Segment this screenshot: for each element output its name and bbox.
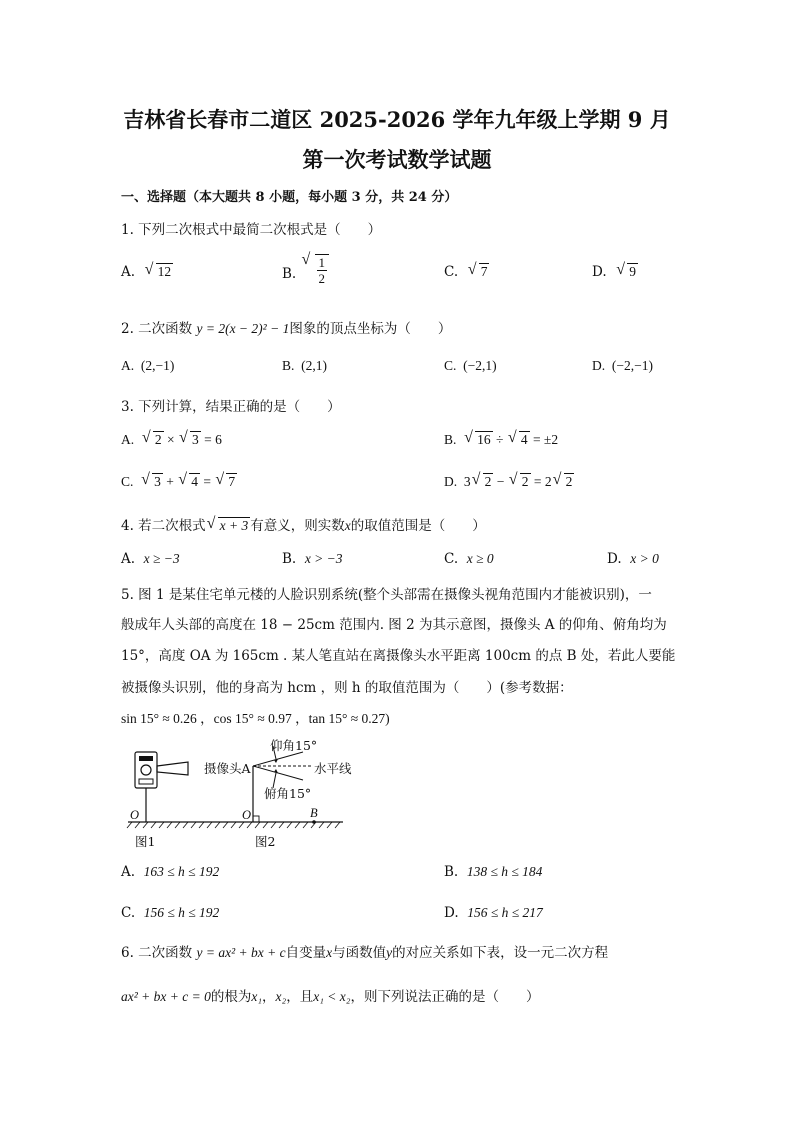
camera-device-top <box>139 756 153 761</box>
question-6-line2: ax² + bx + c = 0的根为x₁，x₂，且x₁ < x₂，则下列说法正确的是（ ） <box>121 989 540 1005</box>
label-O-fig1: O <box>130 808 140 822</box>
label-camera-A: 摄像头A <box>204 761 251 776</box>
q5-option-d: D. 156 ≤ h ≤ 217 <box>444 905 543 921</box>
label-horizontal: 水平线 <box>314 761 352 776</box>
q1-option-d: D. √ 9 <box>592 264 638 280</box>
question-5-line4: 被摄像头识别，他的身高为 hcm ，则 h 的取值范围为（ ）(参考数据： <box>121 680 573 696</box>
q5-option-c: C. 156 ≤ h ≤ 192 <box>121 905 220 921</box>
q1-option-a: A. √ 12 <box>121 264 173 280</box>
q2-option-a: A. (2,−1) <box>121 358 175 373</box>
q4-option-d: D. x > 0 <box>607 551 659 567</box>
q2-option-b: B. (2,1) <box>282 358 328 373</box>
q4-option-a: A. x ≥ −3 <box>121 551 180 567</box>
label-B: B <box>310 806 318 820</box>
question-1-stem: 1. 下列二次根式中最简二次根式是（ ） <box>121 222 382 238</box>
question-5-line3: 15°，高度 OA 为 165cm . 某人笔直站在离摄像头水平距离 100cm 的点 B 处，若此人要能 <box>121 648 676 664</box>
q2-option-d: D. (−2,−1) <box>592 358 653 373</box>
question-6-line1: 6. 二次函数 y = ax² + bx + c自变量x与函数值y的对应关系如下表，设一元二次方程 <box>121 945 609 961</box>
label-fig2: 图2 <box>255 834 276 849</box>
question-5-line1: 5. 图 1 是某住宅单元楼的人脸识别系统(整个头部需在摄像头视角范围内才能被识别)，一 <box>121 587 652 603</box>
camera-device-lens <box>141 765 151 775</box>
q3-option-b: B. √ 16 ÷ √ 4 = ±2 <box>444 432 558 448</box>
q4-option-b: B. x > −3 <box>282 551 343 567</box>
section-heading: 一、选择题（本大题共 8 小题，每小题 3 分，共 24 分） <box>121 190 458 205</box>
camera-beam <box>157 762 188 775</box>
q3-option-c: C. √ 3 + √ 4 = √ 7 <box>121 474 237 490</box>
exam-title-line1: 吉林省长春市二道区 2025-2026 学年九年级上学期 9 月 <box>123 107 671 132</box>
ground-hatching <box>127 822 340 828</box>
q2-option-c: C. (−2,1) <box>444 358 497 373</box>
camera-device-panel <box>139 779 153 784</box>
q1-option-b: B. √ $\frac{1}{2}$ <box>282 254 329 286</box>
q4-option-c: C. x ≥ 0 <box>444 551 494 567</box>
question-5-line2: 般成年人头部的高度在 18 − 25cm 范围内. 图 2 为其示意图，摄像头 A 的仰角、俯角均为 <box>121 617 667 633</box>
label-elevation: 仰角15° <box>270 738 318 753</box>
question-3-stem: 3. 下列计算，结果正确的是（ ） <box>121 399 341 415</box>
q5-option-b: B. 138 ≤ h ≤ 184 <box>444 864 543 880</box>
label-depression: 俯角15° <box>264 786 312 801</box>
q3-option-d: D. 3√ 2 − √ 2 = 2√ 2 <box>444 474 574 490</box>
camera-figure <box>118 732 358 852</box>
label-O-fig2: O <box>242 808 252 822</box>
right-angle-mark <box>253 816 259 822</box>
question-2-stem: 2. 二次函数 y = 2(x − 2)² − 1图象的顶点坐标为（ ） <box>121 321 452 337</box>
exam-title-line2: 第一次考试数学试题 <box>302 147 492 172</box>
question-5-line5: sin 15° ≈ 0.26 ，cos 15° ≈ 0.97 ，tan 15° ≈ 0.27) <box>121 711 390 726</box>
q1-option-c: C. √ 7 <box>444 264 489 280</box>
q3-option-a: A. √ 2 × √ 3 = 6 <box>121 432 222 448</box>
question-4-stem: 4. 若二次根式√ x + 3 有意义，则实数x的取值范围是（ ） <box>121 514 486 534</box>
q5-option-a: A. 163 ≤ h ≤ 192 <box>121 864 220 880</box>
label-fig1: 图1 <box>135 834 156 849</box>
